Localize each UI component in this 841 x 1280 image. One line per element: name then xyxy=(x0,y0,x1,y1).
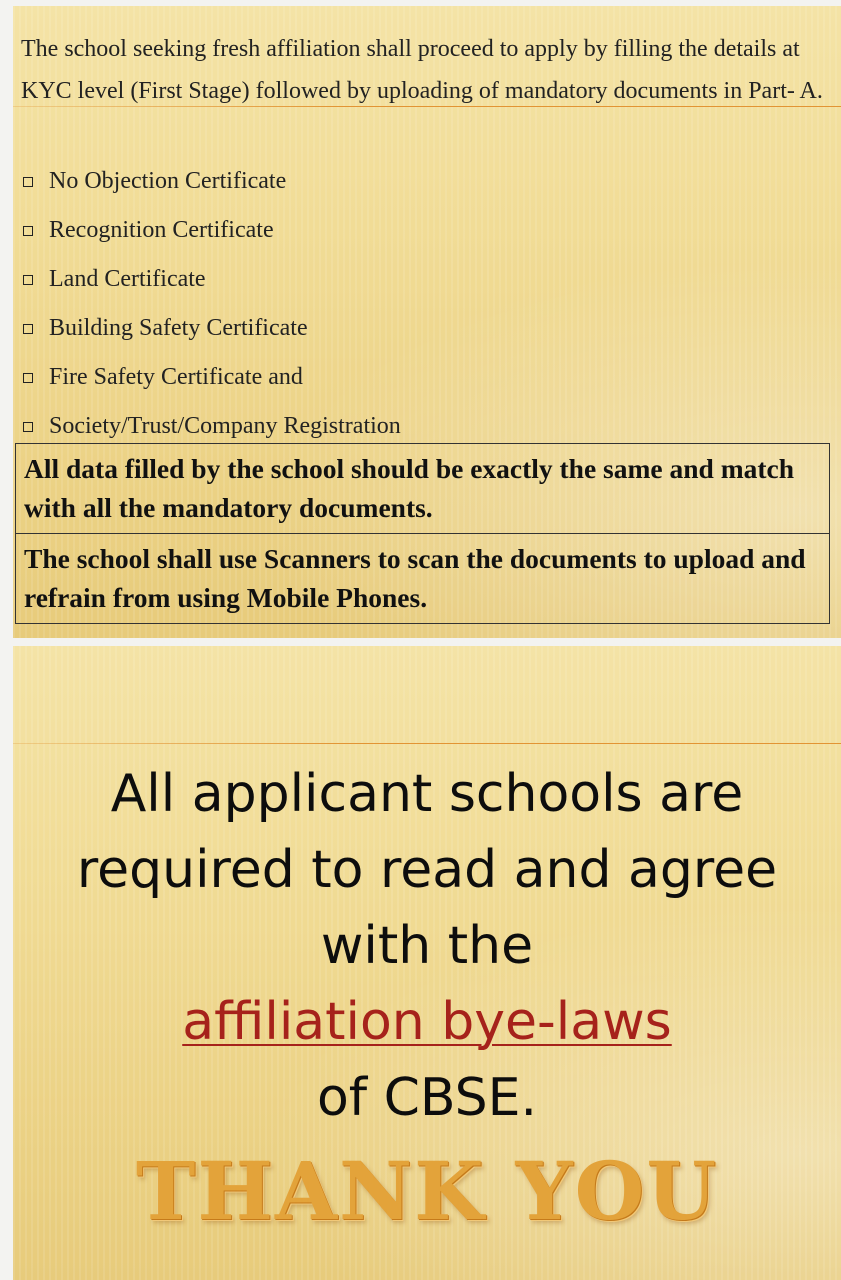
closing-line-2: required to read and agree xyxy=(76,840,778,900)
list-item-label: Building Safety Certificate xyxy=(49,315,308,341)
checkbox-bullet-icon xyxy=(23,226,33,236)
closing-line-5: of CBSE. xyxy=(316,1068,538,1128)
checkbox-bullet-icon xyxy=(23,422,33,432)
list-item-label: Fire Safety Certificate and xyxy=(49,364,303,390)
thank-you-title: THANK YOU xyxy=(135,1144,719,1238)
note-data-match: All data filled by the school should be exactly the same and match with all the mandatory documents. xyxy=(24,453,795,523)
note-use-scanners: The school shall use Scanners to scan the documents to upload and refrain from using Mobile Phones. xyxy=(16,533,829,623)
checkbox-bullet-icon xyxy=(23,177,33,187)
closing-line-1: All applicant schools are xyxy=(110,764,744,824)
checkbox-bullet-icon xyxy=(23,275,33,285)
document-list xyxy=(21,157,401,451)
list-item-label: Society/Trust/Company Registration xyxy=(49,413,401,439)
list-item-label: Recognition Certificate xyxy=(49,217,274,243)
closing-message xyxy=(13,756,841,1136)
divider-line xyxy=(13,743,841,744)
notes-table xyxy=(15,443,830,624)
list-item xyxy=(21,353,401,402)
slide-mandatory-documents xyxy=(13,6,841,638)
list-item-label: No Objection Certificate xyxy=(49,168,287,194)
intro-paragraph: The school seeking fresh affiliation shall proceed to apply by filling the details at KYC level (First Stage) followed by uploading of mandatory documents in Part- A. xyxy=(21,36,823,104)
list-item xyxy=(21,255,401,304)
checkbox-bullet-icon xyxy=(23,373,33,383)
list-item xyxy=(21,304,401,353)
closing-line-3: with the xyxy=(320,916,534,976)
list-item xyxy=(21,157,401,206)
slide-thank-you xyxy=(13,646,841,1280)
checkbox-bullet-icon xyxy=(23,324,33,334)
list-item-label: Land Certificate xyxy=(49,266,206,292)
list-item xyxy=(21,206,401,255)
bye-laws-link[interactable]: affiliation bye-laws xyxy=(182,992,672,1052)
